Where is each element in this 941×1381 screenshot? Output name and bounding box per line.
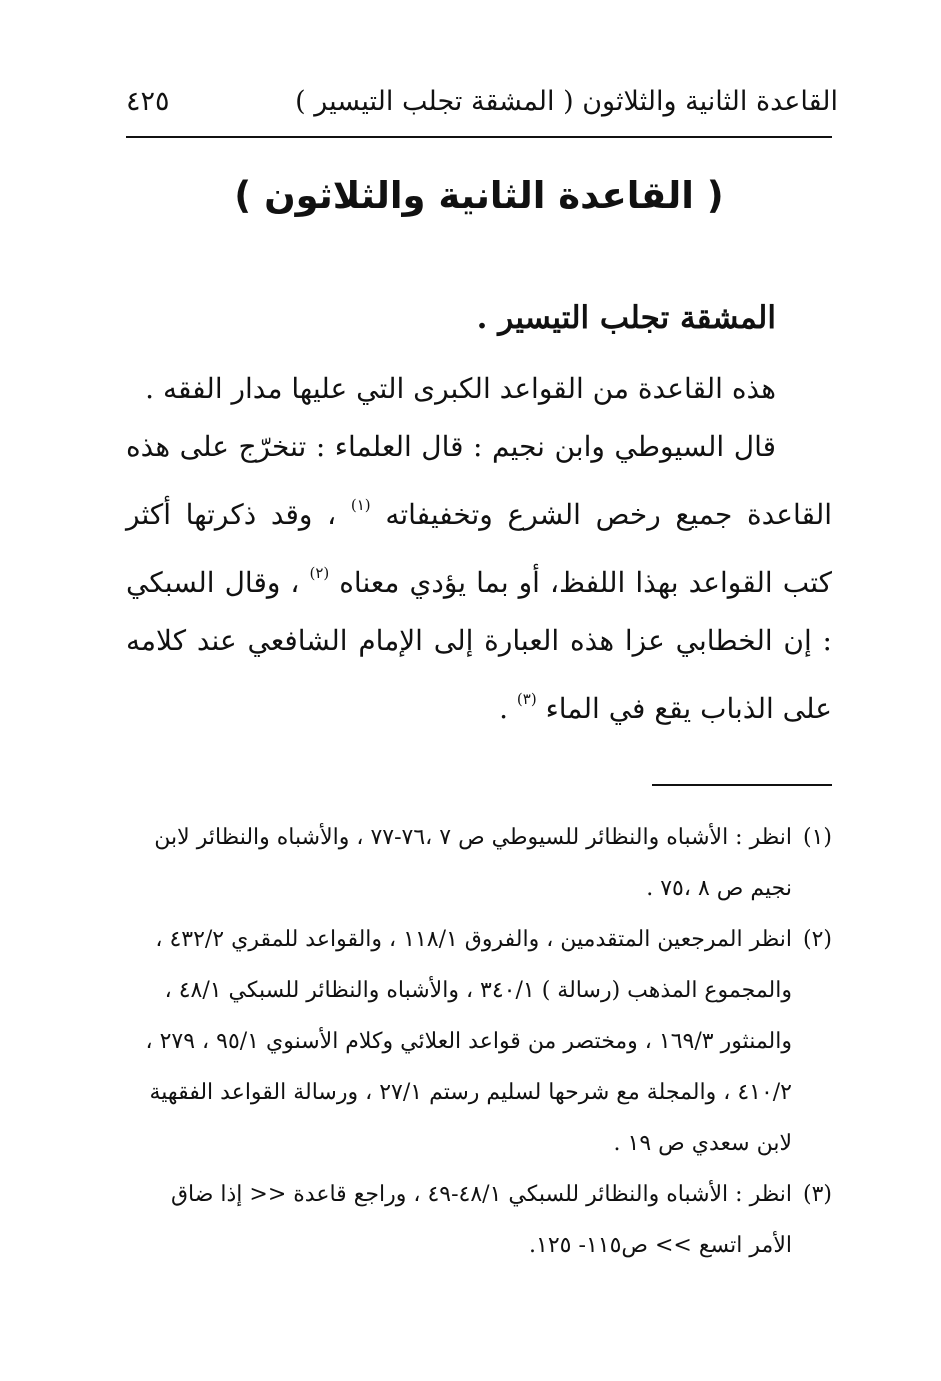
footnote-continuation: والمجموع المذهب (رسالة ) ٣٤٠/١ ، والأشباه والنظائر للسبكي ٤٨/١ ، والمنثور ١٦٩/٣ ، ومختصر من قواعد العلائي وكلام الأسنوي ٩٥/١ ، ٢٧٩ ، ٤١٠/٢ ، والمجلة مع شرحها لسليم رستم ٢٧/١ ، ورسالة القواعد الفقهية لابن سعدي ص ١٩ . [145,978,792,1156]
footnote-text: انظر : الأشباه والنظائر للسيوطي ص ٧ ،٧٦-٧٧ ، والأشباه والنظائر لابن [154,825,792,850]
paragraph-1: هذه القاعدة من القواعد الكبرى التي عليها مدار الفقه . [145,372,776,405]
running-title: القاعدة الثانية والثلاثون ( المشقة تجلب التيسير ) [295,86,838,117]
paragraph-2-part-d: . [499,692,509,725]
footnote-text: انظر : الأشباه والنظائر للسبكي ٤٨/١-٤٩ ، وراجع قاعدة << إذا ضاق [170,1182,792,1207]
footnote-3 [126,1169,832,1271]
footnote-text: انظر المرجعين المتقدمين ، والفروق ١١٨/١ ، والقواعد للمقري ٤٣٢/٢ ، [155,927,792,952]
rule-title: ( القاعدة الثانية والثلاثون ) [234,174,724,217]
header-divider [126,136,832,138]
footnote-continuation: الأمر اتسع >> ص١١٥- ١٢٥. [529,1233,792,1258]
footnote-2 [126,914,832,1169]
footnote-1 [126,812,832,914]
footnote-continuation: نجيم ص ٨ ،٧٥ . [646,876,792,901]
footnote-ref-2[interactable]: (٢) [309,564,330,582]
footnote-number: (١) [802,825,832,850]
rule-statement: المشقة تجلب التيسير . [476,300,776,336]
running-header [126,80,838,130]
page-number: ٤٢٥ [126,86,170,117]
footnote-ref-3[interactable]: (٣) [516,690,537,708]
footnote-number: (٣) [802,1182,832,1207]
body-text [126,360,832,738]
footnote-ref-1[interactable]: (١) [350,496,371,514]
paragraph-2 [126,418,832,738]
footnotes [126,812,832,1271]
footnote-divider [652,784,832,786]
paragraph-2-part-a: قال السيوطي وابن نجيم : قال العلماء : تنخرّج على هذه القاعدة جميع رخص الشرع وتخفيفاته [126,430,833,531]
paragraph-2-part-b: ، وقد ذكرتها أكثر كتب القواعد بهذا اللفظ، أو بما يؤدي معناه [126,498,832,599]
footnote-number: (٢) [802,927,832,952]
paragraph-2-part-c: ، وقال السبكي : إن الخطابي عزا هذه العبارة إلى الإمام الشافعي عند كلامه على الذباب يقع في الماء [126,566,832,725]
